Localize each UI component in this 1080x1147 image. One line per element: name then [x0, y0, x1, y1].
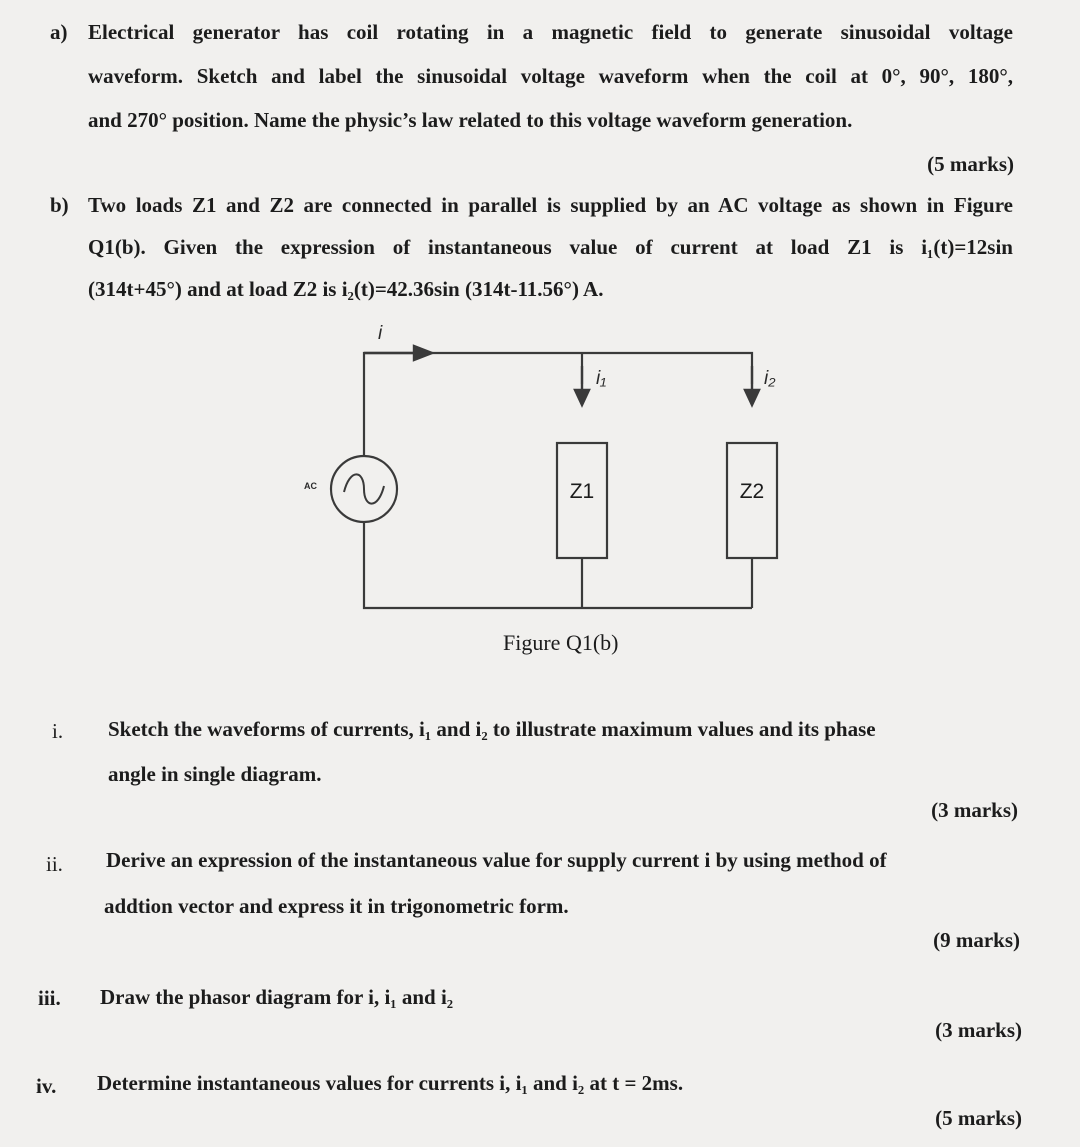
subq-i-line-1: Sketch the waveforms of currents, i₁ and i₂ to illustrate maximum values and its phase [108, 717, 876, 741]
subq-ii-marks: (9 marks) [933, 928, 1020, 952]
branch2-arrow-icon [745, 390, 759, 405]
part-a-marks: (5 marks) [927, 152, 1014, 176]
part-b-line-2: Q1(b). Given the expression of instantaneous value of current at load Z1 is i₁(t)=12sin [88, 235, 1013, 259]
subq-iv-number: iv. [36, 1074, 57, 1098]
supply-arrow-icon [414, 346, 432, 360]
sine-symbol-icon [344, 474, 384, 503]
subq-i-line-2: angle in single diagram. [108, 762, 322, 786]
subq-ii-line-1: Derive an expression of the instantaneous value for supply current i by using method of [106, 848, 887, 872]
subq-i-number: i. [52, 719, 64, 743]
subq-iv-line-1: Determine instantaneous values for currents i, i₁ and i₂ at t = 2ms. [97, 1071, 684, 1095]
figure-caption: Figure Q1(b) [503, 630, 619, 655]
branch1-current-label: i₁ [596, 368, 607, 389]
part-b-label: b) [50, 193, 69, 217]
subq-iii-line-1: Draw the phasor diagram for i, i₁ and i₂ [100, 985, 454, 1009]
ac-source-label: AC [304, 481, 317, 491]
branch2-current-label: i₂ [764, 368, 776, 389]
top-wire [364, 353, 752, 456]
part-a-line-1: Electrical generator has coil rotating in a magnetic field to generate sinusoidal voltage [88, 20, 1013, 44]
subq-iv-marks: (5 marks) [935, 1106, 1022, 1130]
load-z1-label: Z1 [569, 480, 595, 503]
part-b-line-3: (314t+45°) and at load Z2 is i₂(t)=42.36sin (314t-11.56°) A. [88, 277, 604, 301]
part-a-label: a) [50, 20, 68, 44]
load-z2-label: Z2 [739, 480, 765, 503]
branch1-arrow-icon [575, 390, 589, 405]
subq-ii-line-2: addtion vector and express it in trigonometric form. [104, 894, 569, 918]
part-a-line-3: and 270° position. Name the physic’s law related to this voltage waveform generation. [88, 108, 853, 132]
subq-ii-number: ii. [46, 852, 63, 876]
subq-iii-number: iii. [38, 986, 61, 1010]
part-a-line-2: waveform. Sketch and label the sinusoidal voltage waveform when the coil at 0°, 90°, 180°, [88, 64, 1013, 88]
subq-iii-marks: (3 marks) [935, 1018, 1022, 1042]
part-b-line-1: Two loads Z1 and Z2 are connected in parallel is supplied by an AC voltage as shown in Figure [88, 193, 1013, 217]
subq-i-marks: (3 marks) [931, 798, 1018, 822]
supply-current-label: i [378, 323, 383, 344]
